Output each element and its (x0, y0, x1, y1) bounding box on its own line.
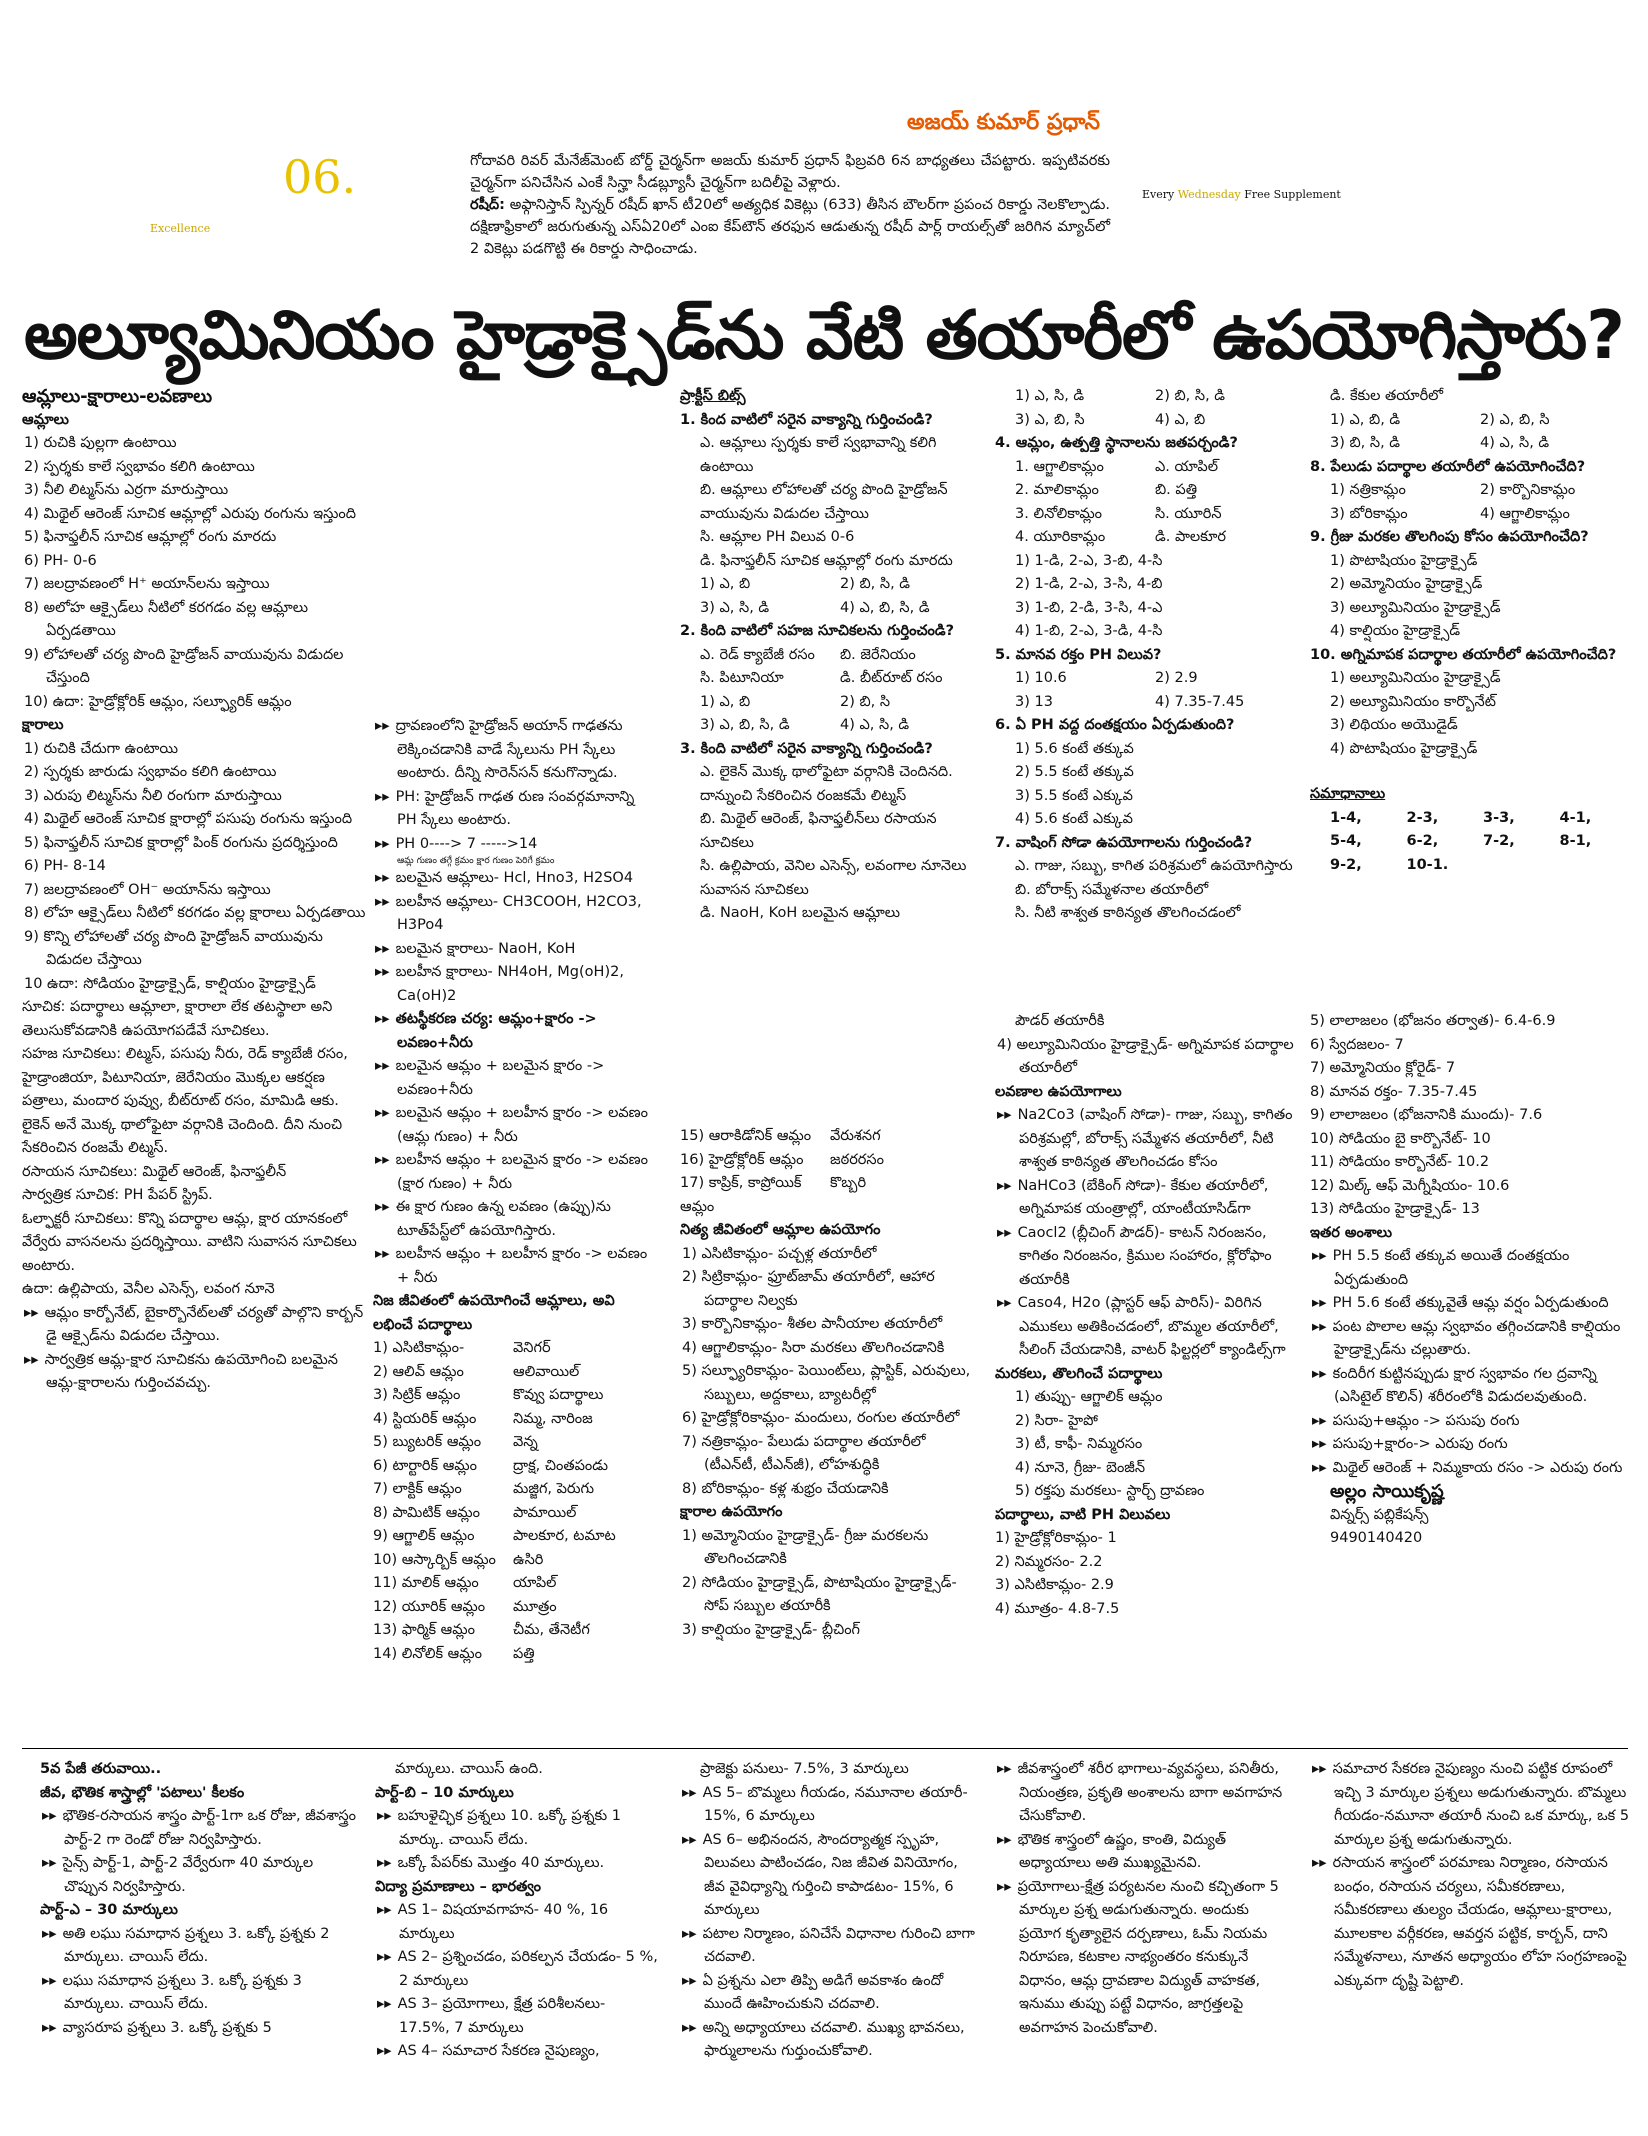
cell: వెనిగర్ (513, 1340, 551, 1356)
bullet: ▸▸ బలమైన క్షారాలు- NaoH, KoH (375, 940, 576, 957)
list-item: 1) తుప్పు- ఆగ్జాలిక్ ఆమ్లం (1015, 1389, 1163, 1405)
bullet: ▸▸ బలమైన ఆమ్లాలు- Hcl, Hno3, H2SO4 (375, 870, 634, 886)
bottom-col-2 (375, 1758, 660, 2064)
choice: 2) బి, సి, డి (840, 576, 911, 592)
cont-text: పౌడర్ తయారీకి (1015, 1013, 1105, 1029)
choice: 1) 10.6 (1015, 670, 1067, 686)
answer: 1-4, (1330, 809, 1362, 826)
bullet: ▸▸ అన్ని అధ్యాయాలు చదవాలి. ముఖ్య భావనలు, ఫార్ములాలను గుర్తుంచుకోవాలి. (682, 2019, 965, 2059)
bullet: ▸▸ PH 5.6 కంటే తక్కువైతే ఆమ్ల వర్షం ఏర్పడుతుంది (1312, 1295, 1609, 1311)
bullet: ▸▸ పటాల నిర్మాణం, పనిచేసే విధానాల గురించి బాగా చదవాలి. (682, 1925, 975, 1965)
answer-choices (1310, 479, 1630, 526)
list-item: 8) అలోహ ఆక్సైడ్‌లు నీటిలో కరగడం వల్ల ఆమ్లాలు ఏర్పడతాయి (24, 599, 309, 639)
cell: కొబ్బరి (830, 1175, 867, 1191)
bullet: ▸▸ ఈ క్షార గుణం ఉన్న లవణం (ఉప్పు)ను టూత్‌పేస్ట్‌లో ఉపయోగిస్తారు. (375, 1199, 611, 1239)
list-item: 7) నత్రికామ్లం- పేలుడు పదార్థాల తయారీలో (టీఎన్‌టీ, టీఎన్‌జీ), లోహశుద్ధికి (682, 1433, 926, 1473)
question: 5. మానవ రక్తం PH విలువ? (995, 646, 1162, 663)
match-pairs (995, 456, 1295, 550)
list-item: 3) ఎరుపు లిట్మస్‌ను నీలి రంగుగా మారుస్తాయి (24, 787, 282, 804)
bullet: ▸▸ ప్రయోగాలు-క్షేత్ర పర్యటనల నుంచి కచ్చితంగా 5 మార్కుల ప్రశ్న అడుగుతున్నారు. అందుకు ప్రయోగ కృత్యాలైన దర్పణాలు, ఓమ్ నియమ నిరూపణ, కటకాల నాభ్యంతరం కనుక్కునే విధానం, ఆమ్ల ద్రావణాల విద్యుత్ వాహకత, ఇనుము తుప్పు పట్టే విధానం, జాగ్రత్తలపై అవగాహన పెంచుకోవాలి. (997, 1878, 1279, 2036)
list-item: 2) సిట్రికామ్లం- ఫ్రూట్‌జామ్ తయారీలో, ఆహార పదార్థాల నిల్వకు (682, 1269, 935, 1309)
bullet: ▸▸ తటస్థీకరణ చర్య: ఆమ్లం+క్షారం -> లవణం+నీరు (375, 1011, 597, 1051)
cell: 7) లాక్టిక్ ఆమ్లం (373, 1481, 462, 1497)
option: ఎ. రెడ్ క్యాబేజీ రసం (700, 646, 815, 663)
cell: నిమ్మ, నారింజ (513, 1410, 593, 1427)
cell: వెన్న (513, 1434, 538, 1450)
choice: 3) బోరికామ్లం (1330, 505, 1408, 522)
cell: ఉసిరి (513, 1551, 544, 1568)
bullet: ▸▸ సార్వత్రిక ఆమ్ల-క్షార సూచికను ఉపయోగించి బలమైన ఆమ్ల-క్షారాలను గుర్తించవచ్చు. (24, 1351, 338, 1391)
phone: 9490140420 (1330, 1530, 1423, 1546)
cell: బి. పత్తి (1155, 482, 1198, 498)
bullet: ▸▸ సమాచార సేకరణ నైపుణ్యం నుంచి పట్టిక రూపంలో ఇచ్చి 3 మార్కుల ప్రశ్నలు అడుగుతున్నారు. బొమ్మలు గీయడం-నమూనా తయారీ నుంచి ఒక మార్కు, ఒక 5 మార్కుల ప్రశ్న అడుగుతున్నారు. (1312, 1761, 1630, 1848)
other-heading: ఇతర అంశాలు (1310, 1224, 1392, 1241)
list-item: 4) అల్యూమినియం హైడ్రాక్సైడ్- అగ్నిమాపక పదార్థాల తయారీలో (997, 1036, 1294, 1076)
list-item: 2) సోడియం హైడ్రాక్సైడ్, పొటాషియం హైడ్రాక్సైడ్- సోప్ సబ్బుల తయారీకి (682, 1574, 957, 1614)
option: సి. నీటి శాశ్వత కాఠిన్యత తొలగించడంలో (1015, 905, 1241, 921)
choice: 1) పొటాషియం హైడ్రాక్సైడ్ (1330, 552, 1478, 569)
cell: డి. పాలకూర (1155, 529, 1227, 545)
cell: 17) కాప్రిక్, కాప్రోయిక్ ఆమ్లం (680, 1175, 802, 1215)
question: 8. పేలుడు పదార్థాల తయారీలో ఉపయోగించేది? (1310, 458, 1586, 475)
bullet: ▸▸ AS 1– విషయావగాహన- 40 %, 16 మార్కులు (377, 1902, 609, 1942)
bullet: ▸▸ భౌతిక శాస్త్రంలో ఉష్ణం, కాంతి, విద్యుత్ అధ్యాయాలు అతి ముఖ్యమైనవి. (997, 1831, 1227, 1871)
list-item: 4) మూత్రం- 4.8-7.5 (995, 1600, 1120, 1617)
news-brief (470, 150, 1110, 260)
cell: 12) యూరిక్ ఆమ్లం (373, 1598, 486, 1615)
answer-choices (680, 691, 980, 738)
bullet: ▸▸ పసుపు+ఆమ్లం -> పసుపు రంగు (1312, 1412, 1520, 1429)
byline: అజయ్ కుమార్ ప్రధాన్ (907, 110, 1100, 135)
choice: 3) ఎ, బి, సి (1015, 411, 1085, 428)
choice: 3) అల్యూమినియం హైడ్రాక్సైడ్ (1330, 599, 1501, 616)
bullet: ▸▸ Caocl2 (బ్లీచింగ్ పౌడర్)- కాటన్ నిరంజనం, కాగితం నిరంజనం, క్రిముల సంహారం, క్లోరోఫాం తయారీకి (997, 1224, 1272, 1288)
salt-heading: లవణాల ఉపయోగాలు (995, 1083, 1122, 1100)
cell: ఆలివాయిల్ (513, 1363, 580, 1380)
list-item: 6) PH- 0-6 (24, 552, 97, 569)
choice: 1) ఎ, బి (700, 576, 751, 592)
list-item: 5) సల్ఫ్యూరికామ్లం- పెయింట్‌లు, ప్లాస్టిక్, ఎరువులు, సబ్బులు, అద్దకాలు, బ్యాటరీల్లో (682, 1363, 971, 1403)
options (680, 644, 980, 691)
option: బి. జెరేనియం (840, 646, 916, 663)
bullet: ▸▸ Na2Co3 (వాషింగ్ సోడా)- గాజు, సబ్బు, కాగితం పరిశ్రమల్లో, బోరాక్స్ సమ్మేళన తయారీలో, నీటి శాశ్వత కాఠిన్యత తొలగించడం కోసం (997, 1107, 1293, 1170)
bullet: ▸▸ వ్యాసరూప ప్రశ్నలు 3. ఒక్కో ప్రశ్నకు 5 (42, 2019, 272, 2036)
list-item: 3) కార్బొనికామ్లం- శీతల పానీయాల తయారీలో (682, 1316, 943, 1332)
choice: 2) అల్యూమినియం కార్బొనేట్ (1330, 693, 1496, 710)
answer-choices (680, 573, 980, 620)
cell: సి. యూరిన్ (1155, 505, 1222, 522)
bullet: ▸▸ భౌతిక-రసాయన శాస్త్రం పార్ట్-1గా ఒక రోజు, జీవశాస్త్రం పార్ట్-2 గా రెండో రోజు నిర్వహిస్తారు. (42, 1808, 356, 1848)
list-item: 2) స్పర్శకు కాలే స్వభావం కలిగి ఉంటాయి (24, 458, 255, 475)
cell: పాలకూర, టమాట (513, 1528, 616, 1544)
cell: 11) మాలిక్ ఆమ్లం (373, 1575, 479, 1591)
option: ఎ. గాజు, సబ్బు, కాగిత పరిశ్రమలో ఉపయోగిస్తారు (1015, 858, 1293, 874)
divider (22, 1748, 1628, 1749)
brief-2-text: అఫ్గానిస్తాన్ స్పిన్నర్ రషీద్ ఖాన్ టీ20లో అత్యధిక వికెట్లు (633) తీసిన బౌలర్‌గా ప్రపంచ రికార్డు నెలకొల్పాడు. దక్షిణాఫ్రికాలో జరుగుతున్న ఎస్ఏ20లో ఎంఐ కేప్‌టౌన్ తరఫున ఆడుతున్న రషీద్ పార్ల్ రాయల్స్‌తో జరిగిన మ్యాచ్‌లో 2 వికెట్లు పడగొట్టి ఈ రికార్డు సాధించాడు. (470, 197, 1110, 257)
bullet: ▸▸ బలహీన ఆమ్లం + బలమైన క్షారం -> లవణం (క్షార గుణం) + నీరు (375, 1152, 648, 1192)
choice: 4) ఆగ్జాలికామ్లం (1480, 505, 1570, 522)
bullet: ▸▸ రసాయన శాస్త్రంలో పరమాణు నిర్మాణం, రసాయన బంధం, రసాయన చర్యలు, సమీకరణాలు, సమీకరణాలు తుల్యం చేయడం, ఆమ్లాలు-క్షారాలు, మూలకాల వర్గీకరణ, ఆవర్తన పట్టిక, కార్బన్, దాని సమ్మేళనాలు, నూతన అధ్యాయం లోహ సంగ్రహణంపై ఎక్కువగా దృష్టి పెట్టాలి. (1312, 1855, 1627, 1989)
list-item: 5) ఫినాఫ్తలీన్ సూచిక ఆమ్లాల్లో రంగు మారదు (24, 529, 277, 545)
answers-heading: సమాధానాలు (1310, 786, 1386, 802)
choice: 2) అమ్మోనియం హైడ్రాక్సైడ్ (1330, 576, 1483, 592)
list-item: 5) లాలాజలం (భోజనం తర్వాత)- 6.4-6.9 (1310, 1013, 1556, 1029)
list-item: 9) లాలాజలం (భోజనానికి ముందు)- 7.6 (1310, 1107, 1543, 1123)
list-item: 7) జలద్రావణంలో OH⁻ అయాన్‌ను ఇస్తాయి (24, 881, 271, 898)
option: బి. ఆమ్లాలు లోహాలతో చర్య పొంది హైడ్రోజన్ వాయువును విడుదల చేస్తాయి (700, 482, 948, 522)
answer-choices (995, 385, 1295, 432)
list-item: 9) లోహాలతో చర్య పొంది హైడ్రోజన్ వాయువును విడుదల చేస్తుంది (24, 646, 344, 686)
choice: 4) ఎ, బి, సి, డి (840, 599, 930, 616)
list-item: 7) అమ్మోనియం క్లోరైడ్- 7 (1310, 1060, 1456, 1076)
author-name: అల్లం సాయికృష్ణ (1330, 1481, 1444, 1502)
cell: 8) పామిటిక్ ఆమ్లం (373, 1504, 480, 1521)
list-item: 1) రుచికి చేదుగా ఉంటాయి (24, 740, 179, 757)
column-4 (995, 385, 1295, 926)
cell: ద్రాక్ష, చింతపండు (513, 1457, 609, 1474)
bullet: ▸▸ బలమైన ఆమ్లం + బలమైన క్షారం -> లవణం+నీరు (375, 1058, 605, 1098)
list-item: 1) హైడ్రోక్లోరికామ్లం- 1 (995, 1530, 1117, 1546)
choice: 1) 5.6 కంటే తక్కువ (1015, 740, 1134, 757)
question: 6. ఏ PH వద్ద దంతక్షయం ఏర్పడుతుంది? (995, 717, 1235, 733)
question: 10. అగ్నిమాపక పదార్థాల తయారీలో ఉపయోగించేది? (1310, 646, 1617, 663)
answer: 6-2, (1406, 833, 1439, 849)
list-item: 1) ఎసిటికామ్లం- పచ్చళ్ల తయారీలో (682, 1245, 877, 1262)
bullet: ▸▸ కందిరీగ కుట్టినప్పుడు క్షార స్వభావం గల ద్రవాన్ని (ఎసిటైల్ కొలిన్) శరీరంలోకి విడుదలవుతుంది. (1312, 1365, 1597, 1405)
bottom-subheading: జీవ, భౌతిక శాస్త్రాల్లో 'పటాలు' కీలకం (40, 1784, 245, 1801)
answer: 9-2, (1330, 856, 1362, 873)
choice: 4) 1-బి, 2-ఎ, 3-డి, 4-సి (1015, 623, 1163, 639)
cell: 6) టార్టారిక్ ఆమ్లం (373, 1457, 477, 1474)
bullet: ▸▸ AS 6– అభినందన, సౌందర్యాత్మక స్పృహ, విలువలు పాటించడం, నిజ జీవిత వినియోగం, జీవ వైవిధ్యాన్ని గుర్తించి కాపాడటం- 15%, 6 మార్కులు (682, 1831, 958, 1918)
list-item: 3) టీ, కాఫీ- నిమ్మరసం (1015, 1436, 1143, 1452)
choice: 2) బి, సి, డి (1155, 388, 1226, 404)
cell: 2) ఆలివ్ ఆమ్లం (373, 1363, 464, 1380)
cell: 3. లినోలికామ్లం (1015, 505, 1103, 522)
cell: ఎ. యాపిల్ (1155, 458, 1218, 475)
bases-heading: క్షారాలు (22, 717, 64, 733)
choice: 1) ఎ, సి, డి (1015, 388, 1085, 404)
brief-2 (470, 194, 1110, 260)
cell: యాపిల్ (513, 1575, 557, 1591)
choice: 2) 5.5 కంటే తక్కువ (1015, 764, 1134, 780)
choice: 4) పొటాషియం హైడ్రాక్సైడ్ (1330, 740, 1478, 757)
option: డి. బీట్‌రూట్ రసం (840, 670, 943, 686)
list-item: 3) కాల్షియం హైడ్రాక్సైడ్- బ్లీచింగ్ (682, 1621, 861, 1638)
cell: 1. ఆగ్జాలికామ్లం (1015, 458, 1104, 475)
acid-source-table (373, 1337, 653, 1666)
choice: 3) లిథియం అయొడైడ్ (1330, 717, 1458, 733)
question: 9. గ్రీజు మరకల తొలగింపు కోసం ఉపయోగించేది? (1310, 529, 1589, 545)
option: బి. బోరాక్స్ సమ్మేళనాల తయారీలో (1015, 881, 1209, 898)
olfactory-indicators: ఓల్ఫాక్టరీ సూచికలు: కొన్ని పదార్థాల ఆమ్ల, క్షార యానకంలో వేర్వేరు వాసనలను ప్రదర్శిస్తాయి. వాటిని సువాసన సూచికలు అంటారు. (22, 1210, 357, 1274)
bottom-col-4 (995, 1758, 1295, 2040)
cell: పత్తి (513, 1645, 535, 1662)
uses-heading: నిత్య జీవితంలో ఆమ్లాల ఉపయోగం (680, 1222, 881, 1238)
part-b-heading: పార్ట్-బి – 10 మార్కులు (375, 1784, 514, 1801)
answer: 8-1, (1559, 833, 1592, 849)
standards-heading: విద్యా ప్రమాణాలు – భారత్వం (375, 1878, 541, 1895)
bullet: ▸▸ NaHCo3 (బేకింగ్ సోడా)- కేకుల తయారీలో, అగ్నిమాపక యంత్రాల్లో, యాంటీయాసిడ్‌గా (997, 1177, 1269, 1217)
answer-choices (1310, 409, 1630, 456)
column-4-lower (995, 1010, 1295, 1621)
answer-choices (995, 667, 1295, 714)
cell: 9) ఆగ్జాలిక్ ఆమ్లం (373, 1528, 475, 1544)
column-3 (680, 385, 980, 926)
author-block (1310, 1480, 1630, 1551)
cell: 14) లినోలిక్ ఆమ్లం (373, 1645, 482, 1662)
answer-key (1310, 807, 1630, 878)
list-item: 8) మానవ రక్తం- 7.35-7.45 (1310, 1083, 1478, 1100)
option: ఎ. ఆమ్లాలు స్పర్శకు కాలే స్వభావాన్ని కలిగి ఉంటాయి (700, 435, 937, 475)
bullet: ▸▸ బలహీన ఆమ్లాలు- CH3COOH, H2CO3, H3Po4 (375, 893, 642, 933)
supplement-day: Wednesday (1177, 188, 1241, 201)
list-item: 8) బోరికామ్లం- కళ్ల శుభ్రం చేయడానికి (682, 1480, 889, 1497)
bullet: ▸▸ పసుపు+క్షారం-> ఎరుపు రంగు (1312, 1436, 1508, 1452)
supplement-pre: Every (1142, 188, 1178, 201)
cell: 10) ఆస్కార్బిక్ ఆమ్లం (373, 1551, 496, 1568)
list-item: 1) రుచికి పుల్లగా ఉంటాయి (24, 435, 177, 451)
bullet: ▸▸ పంట పొలాల ఆమ్ల స్వభావం తగ్గించడానికి కాల్షియం హైడ్రాక్సైడ్‌ను చల్లుతారు. (1312, 1318, 1621, 1358)
bullet: ▸▸ PH: హైడ్రోజన్ గాఢత రుణ సంవర్గమానాన్ని PH స్కేలు అంటారు. (375, 788, 635, 828)
choice: 4) 7.35-7.45 (1155, 693, 1245, 710)
supplement-post: Free Supplement (1240, 188, 1341, 201)
cell: 4. యూరికామ్లం (1015, 529, 1106, 545)
cell: మజ్జిగ, పెరుగు (513, 1481, 595, 1497)
list-item: 2) స్పర్శకు జారుడు స్వభావం కలిగి ఉంటాయి (24, 764, 277, 780)
option: డి. ఫినాఫ్తలీన్ సూచిక ఆమ్లాల్లో రంగు మారదు (700, 552, 953, 569)
cell: కొవ్వు పదార్థాలు (513, 1387, 604, 1403)
choice: 3) బి, సి, డి (1330, 435, 1401, 451)
column-5 (1310, 385, 1630, 877)
bottom-col-5 (1310, 1758, 1630, 1993)
choice: 3) ఎ, బి, సి, డి (700, 717, 790, 733)
list-item: 13) సోడియం హైడ్రాక్సైడ్- 13 (1310, 1201, 1480, 1217)
cell: పామాయిల్ (513, 1504, 577, 1521)
question: 2. కింది వాటిలో సహజ సూచికలను గుర్తించండి? (680, 623, 955, 639)
bullet: ▸▸ బలహీన క్షారాలు- NH4oH, Mg(oH)2, Ca(oH)2 (375, 964, 624, 1004)
bullet: ▸▸ Caso4, H2o (ప్లాస్టర్ ఆఫ్ పారిస్)- విరిగిన ఎముకలు అతికించడంలో, బొమ్మల తయారీలో, సీలింగ్ చేయడానికి, వాటర్ ఫిల్టర్లలో క్యాండిల్స్‌గా (997, 1295, 1286, 1358)
choice: 4) కాల్షియం హైడ్రాక్సైడ్ (1330, 623, 1461, 639)
bullet: ▸▸ ఆమ్లం కార్బోనేట్, బైకార్బొనేట్‌లతో చర్యతో పాల్గొని కార్బన్ డై ఆక్సైడ్‌ను విడుదల చేస్తాయి. (24, 1304, 364, 1344)
list-item: 11) సోడియం కార్బొనేట్- 10.2 (1310, 1154, 1490, 1170)
list-item: 10 ఉదా: సోడియం హైడ్రాక్సైడ్, కాల్షియం హైడ్రాక్సైడ్ (24, 975, 316, 992)
cell: మూత్రం (513, 1598, 557, 1615)
part-a-heading: పార్ట్-ఎ – 30 మార్కులు (40, 1902, 178, 1918)
bullet: ▸▸ AS 3– ప్రయోగాలు, క్షేత్ర పరిశీలనలు- 17.5%, 7 మార్కులు (377, 1996, 606, 2036)
cell: 1) ఎసిటికామ్లం- (373, 1340, 465, 1356)
bullet: ▸▸ AS 4– సమాచార సేకరణ నైపుణ్యం, (377, 2043, 600, 2059)
list-item: 5) రక్తపు మరకలు- స్టార్చ్ ద్రావణం (1015, 1483, 1205, 1499)
question: 1. కింద వాటిలో సరైన వాక్యాన్ని గుర్తించండి? (680, 411, 933, 428)
answer: 7-2, (1483, 833, 1515, 849)
life-heading: నిజ జీవితంలో ఉపయోగించే ఆమ్లాలు, అవి లభించే పదార్థాలు (373, 1293, 615, 1333)
cell: జఠరరసం (830, 1151, 884, 1168)
indicator-def: సూచిక: పదార్థాలు ఆమ్లాలా, క్షారాలా లేక తటస్థాలా అని తెలుసుకోవడానికి ఉపయోగపడేవే సూచికలు. (22, 999, 333, 1039)
masthead (0, 0, 1648, 260)
list-item: 4) నూనె, గ్రీజు- బెంజీన్ (1015, 1459, 1146, 1476)
base-uses-heading: క్షారాల ఉపయోగం (680, 1504, 783, 1520)
natural-indicators: సహజ సూచికలు: లిట్మస్, పసుపు నీరు, రెడ్ క్యాబేజీ రసం, హైడ్రాంజియా, పిటూనియా, జెరేనియం మొక్కల ఆకర్షణ పత్రాలు, మందార పువ్వు, బీట్‌రూట్ రసం, మామిడి ఆకు. (22, 1046, 348, 1109)
cell: చీమ, తేనెటీగ (513, 1622, 590, 1638)
question: 4. ఆమ్లం, ఉత్పత్తి స్థానాలను జతపర్చండి? (995, 435, 1238, 451)
answer: 3-3, (1483, 809, 1515, 826)
cell: 13) ఫార్మిక్ ఆమ్లం (373, 1622, 475, 1638)
cell: 3) సిట్రిక్ ఆమ్లం (373, 1387, 461, 1403)
list-item: 10) ఉదా: హైడ్రోక్లోరిక్ ఆమ్లం, సల్ఫ్యూరిక్ ఆమ్లం (24, 693, 292, 710)
bullet: ▸▸ మిథైల్ ఆరెంజ్ + నిమ్మకాయ రసం -> ఎరుపు రంగు (1312, 1459, 1623, 1476)
list-item: 2) నిమ్మరసం- 2.2 (995, 1553, 1103, 1570)
tagline: Excellence (150, 222, 211, 235)
option: బి. మిథైల్ ఆరెంజ్, ఫినాఫ్తలీన్‌లు రసాయన సూచికలు (700, 811, 937, 851)
continued-heading: 5వ పేజీ తరువాయి.. (40, 1761, 162, 1777)
option: సి. ఆమ్లాల PH విలువ 0-6 (700, 529, 855, 545)
answer: 2-3, (1406, 809, 1439, 826)
universal-indicator: సార్వత్రిక సూచిక: PH పేపర్ స్ట్రిప్. (22, 1187, 213, 1203)
list-item: 6) హైడ్రోక్లోరికామ్లం- మందులు, రంగుల తయారీలో (682, 1410, 960, 1426)
example: ఉదా: ఉల్లిపాయ, వెనీల ఎసెన్స్, లవంగ నూనె (22, 1281, 275, 1297)
list-item: 5) ఫినాఫ్తలీన్ సూచిక క్షారాల్లో పింక్ రంగును ప్రదర్శిస్తుంది (24, 834, 338, 851)
choice: 3) ఎ, సి, డి (700, 599, 770, 616)
cell: వేరుశనగ (830, 1128, 881, 1144)
column-2 (373, 715, 653, 1666)
bullet: ▸▸ ద్రావణంలోని హైడ్రోజన్ అయాన్ గాఢతను లెక్కించడానికి వాడే స్కేలును PH స్కేలు అంటారు. దీన్ని సొరెన్‌సన్ కనుగొన్నాడు. (375, 718, 623, 781)
acids-heading: ఆమ్లాలు (22, 411, 69, 428)
choice: 3) 1-బి, 2-డి, 3-సి, 4-ఎ (1015, 599, 1163, 616)
brief-1: గోదావరి రివర్ మేనేజ్‌మెంట్ బోర్డ్ చైర్మన్‌గా అజయ్ కుమార్ ప్రధాన్ ఫిబ్రవరి 6న బాధ్యతలు చేపట్టారు. ఇప్పటివరకు చైర్మన్‌గా పనిచేసిన ఎంకే సిన్హా సీడబ్ల్యూసీ చైర్మన్‌గా బదిలీపై వెళ్లారు. (470, 153, 1110, 191)
bullet: ▸▸ బహుళైచ్ఛిక ప్రశ్నలు 10. ఒక్కో ప్రశ్నకు 1 మార్కు. చాయిస్ లేదు. (377, 1808, 621, 1848)
question: 7. వాషింగ్ సోడా ఉపయోగాలను గుర్తించండి? (995, 834, 1253, 851)
list-item: 8) లోహ ఆక్సైడ్‌లు నీటిలో కరగడం వల్ల క్షారాలు ఏర్పడతాయి (24, 905, 366, 921)
list-item: 7) జలద్రావణంలో H⁺ అయాన్‌లను ఇస్తాయి (24, 576, 270, 592)
acids-list (22, 432, 367, 714)
bullet: ▸▸ అతి లఘు సమాధాన ప్రశ్నలు 3. ఒక్కో ప్రశ్నకు 2 మార్కులు. చాయిస్ లేదు. (42, 1925, 330, 1965)
bullet: ▸▸ బలమైన ఆమ్లం + బలహీన క్షారం -> లవణం (ఆమ్ల గుణం) + నీరు (375, 1105, 648, 1145)
cont-text: ప్రాజెక్టు పనులు- 7.5%, 3 మార్కులు (700, 1761, 909, 1777)
bullet: ▸▸ PH 0----> 7 ----->14 (375, 835, 538, 852)
cont-text: మార్కులు. చాయిస్ ఉంది. (395, 1761, 543, 1777)
list-item: 9) కొన్ని లోహాలతో చర్య పొంది హైడ్రోజన్ వాయువును విడుదల చేస్తాయి (24, 928, 323, 968)
list-item: 4) ఆగ్జాలికామ్లం- సిరా మరకలు తొలగించడానికి (682, 1339, 945, 1356)
brief-2-label: రషీద్: (470, 197, 505, 213)
column-3-lower (680, 1125, 980, 1642)
scale-note: ఆమ్ల గుణం తగ్గే క్రమం క్షార గుణం పెరిగే క్రమం (397, 856, 555, 866)
column-5-lower (1310, 1010, 1630, 1551)
choice: 4) ఎ, బి (1155, 411, 1206, 428)
lichen-note: లైకెన్ అనే మొక్క థాలోఫైటా వర్గానికి చెందింది. దీని నుంచి సేకరించిన రంజమే లిట్మస్. (22, 1116, 343, 1156)
answer: 4-1, (1559, 809, 1592, 826)
list-item: 6) స్వేదజలం- 7 (1310, 1036, 1404, 1053)
acid-source-table-2 (680, 1125, 980, 1219)
cell: 4) స్టియరిక్ ఆమ్లం (373, 1410, 477, 1427)
option: డి. NaoH, KoH బలమైన ఆమ్లాలు (700, 905, 900, 921)
cell: 16) హైడ్రోక్లోరిక్ ఆమ్లం (680, 1151, 804, 1168)
option: ఎ. లైకెన్ మొక్క థాలోఫైటా వర్గానికి చెందినది. దాన్నుంచి సేకరించిన రంజకమే లిట్మస్ (700, 764, 953, 804)
choice: 4) 5.6 కంటే ఎక్కువ (1015, 811, 1133, 827)
bullet: ▸▸ బలహీన ఆమ్లం + బలహీన క్షారం -> లవణం + నీరు (375, 1246, 648, 1286)
bottom-col-3 (680, 1758, 980, 2064)
list-item: 6) PH- 8-14 (24, 858, 106, 874)
list-item: 4) మిథైల్ ఆరెంజ్ సూచిక క్షారాల్లో పసుపు రంగును ఇస్తుంది (24, 811, 353, 827)
section-title: ఆమ్లాలు-క్షారాలు-లవణాలు (22, 386, 213, 407)
choice: 1) ఎ, బి, డి (1330, 411, 1401, 428)
list-item: 4) మిథైల్ ఆరెంజ్ సూచిక ఆమ్లాల్లో ఎరుపు రంగును ఇస్తుంది (24, 505, 356, 522)
ph-heading: పదార్థాలు, వాటి PH విలువలు (995, 1506, 1171, 1523)
bullet: ▸▸ లఘు సమాధాన ప్రశ్నలు 3. ఒక్కో ప్రశ్నకు 3 మార్కులు. చాయిస్ లేదు. (42, 1972, 302, 2012)
choice: 2) 1-డి, 2-ఎ, 3-సి, 4-బి (1015, 576, 1163, 592)
bullet: ▸▸ PH 5.5 కంటే తక్కువ అయితే దంతక్షయం ఏర్పడుతుంది (1312, 1248, 1570, 1288)
page-number: 06. (283, 150, 357, 204)
bullet: ▸▸ ఒక్కో పేపర్‌కు మొత్తం 40 మార్కులు. (377, 1855, 605, 1871)
bases-list (22, 738, 367, 997)
cell: 2. మాలికామ్లం (1015, 482, 1099, 498)
question: 3. కింది వాటిలో సరైన వాక్యాన్ని గుర్తించండి? (680, 740, 933, 757)
choice: 2) 2.9 (1155, 670, 1198, 686)
publisher: విన్నర్స్ పబ్లికేషన్స్ (1330, 1506, 1429, 1523)
headline: అల్యూమినియం హైడ్రాక్సైడ్‌ను వేటి తయారీలో ఉపయోగిస్తారు? (23, 296, 1624, 374)
bullet: ▸▸ AS 5– బొమ్మలు గీయడం, నమూనాల తయారీ- 15%, 6 మార్కులు (682, 1784, 968, 1824)
answer: 5-4, (1330, 833, 1362, 849)
list-item: 3) ఎసిటికామ్లం- 2.9 (995, 1577, 1114, 1593)
bullet: ▸▸ AS 2– ప్రశ్నించడం, పరికల్పన చేయడం- 5 %, 2 మార్కులు (377, 1949, 658, 1989)
choice: 2) బి, సి (840, 693, 891, 710)
option: సి. పిటూనియా (700, 670, 784, 686)
choice: 2) కార్బొనికామ్లం (1480, 482, 1576, 498)
cell: 5) బ్యుటరిక్ ఆమ్లం (373, 1434, 482, 1450)
chemical-indicators: రసాయన సూచికలు: మిథైల్ ఆరెంజ్, ఫినాఫ్తలీన్ (22, 1163, 287, 1180)
choice: 1) అల్యూమినియం హైడ్రాక్సైడ్ (1330, 670, 1501, 686)
answer: 10-1. (1406, 856, 1449, 873)
choice: 2) ఎ, బి, సి (1480, 411, 1550, 428)
list-item: 12) మిల్క్ ఆఫ్ మెగ్నీషియం- 10.6 (1310, 1177, 1510, 1194)
choice: 1) 1-డి, 2-ఎ, 3-బి, 4-సి (1015, 552, 1163, 569)
supplement-note (1142, 188, 1341, 201)
stain-heading: మరకలు, తొలగించే పదార్థాలు (995, 1365, 1163, 1382)
option: సి. ఉల్లిపాయ, వెనిల ఎసెన్స్, లవంగాల నూనెలు సువాసన సూచికలు (700, 858, 967, 898)
bullet: ▸▸ జీవశాస్త్రంలో శరీర భాగాలు-వ్యవస్థలు, పనితీరు, నియంత్రణ, ప్రకృతి అంశాలను బాగా అవగాహన చేసుకోవాలి. (997, 1761, 1283, 1824)
choice: 4) ఎ, సి, డి (1480, 435, 1550, 451)
choice: 1) ఎ, బి (700, 693, 751, 710)
choice: 3) 13 (1015, 693, 1053, 710)
column-1 (22, 385, 367, 1396)
bullet: ▸▸ సైన్స్ పార్ట్-1, పార్ట్-2 వేర్వేరుగా 40 మార్కుల చొప్పున నిర్వహిస్తారు. (42, 1855, 314, 1895)
practice-heading: ప్రాక్టీస్ బిట్స్ (680, 388, 746, 404)
list-item: 1) అమ్మోనియం హైడ్రాక్సైడ్- గ్రీజు మరకలను తొలగించడానికి (682, 1527, 929, 1567)
list-item: 2) సిరా- హైపో (1015, 1412, 1098, 1429)
choice: 3) 5.5 కంటే ఎక్కువ (1015, 787, 1133, 804)
list-item: 10) సోడియం బై కార్బొనేట్- 10 (1310, 1130, 1491, 1147)
choice: 4) ఎ, సి, డి (840, 717, 910, 733)
bottom-col-1 (40, 1758, 360, 2040)
option: డి. కేకుల తయారీలో (1330, 388, 1444, 404)
cell: 15) ఆరాకిడోనిక్ ఆమ్లం (680, 1128, 812, 1144)
choice: 1) నత్రికామ్లం (1330, 482, 1406, 498)
bullet: ▸▸ ఏ ప్రశ్నను ఎలా తిప్పి అడిగే అవకాశం ఉందో ముందే ఊహించుకుని చదవాలి. (682, 1972, 944, 2012)
list-item: 3) నీలి లిట్మస్‌ను ఎర్రగా మారుస్తాయి (24, 482, 229, 498)
